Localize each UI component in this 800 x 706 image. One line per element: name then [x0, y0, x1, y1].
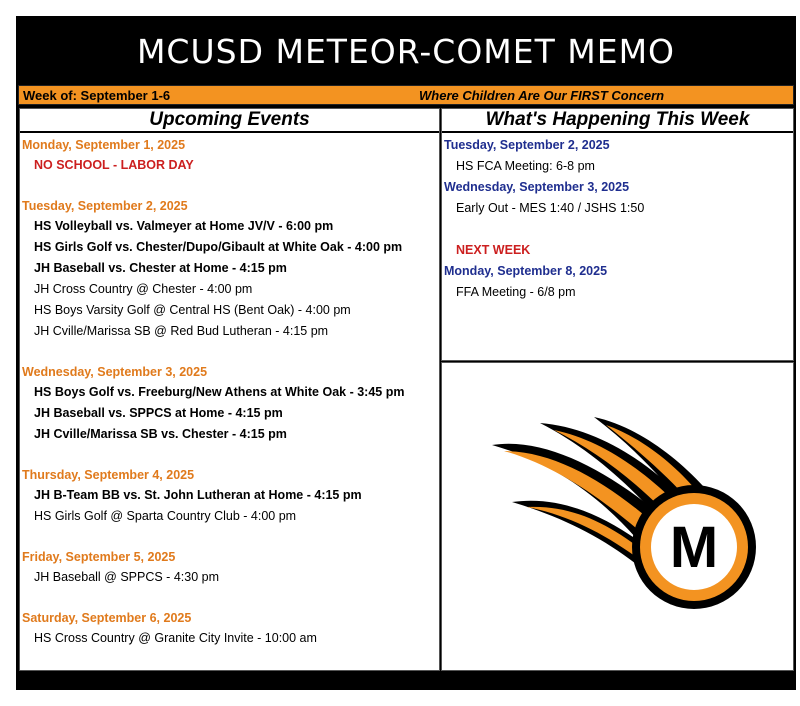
logo-panel	[441, 362, 794, 671]
event-item: HS Boys Golf vs. Freeburg/New Athens at White Oak - 3:45 pm	[34, 385, 405, 399]
upcoming-events-panel	[19, 108, 440, 671]
event-item: HS Boys Varsity Golf @ Central HS (Bent Oak) - 4:00 pm	[34, 303, 351, 317]
day-heading: Wednesday, September 3, 2025	[22, 365, 208, 379]
event-item: JH Baseball @ SPPCS - 4:30 pm	[34, 570, 219, 584]
event-item: JH Baseball vs. Chester at Home - 4:15 pm	[34, 261, 287, 275]
event-item: JH Cross Country @ Chester - 4:00 pm	[34, 282, 253, 296]
day-heading: Tuesday, September 2, 2025	[22, 199, 188, 213]
event-item: NO SCHOOL - LABOR DAY	[34, 158, 194, 172]
week-of: Week of: September 1-6	[23, 88, 171, 103]
week-bar	[18, 85, 794, 105]
logo-letter: M	[669, 515, 719, 580]
event-item: JH Baseball vs. SPPCS at Home - 4:15 pm	[34, 406, 283, 420]
upcoming-events-heading: Upcoming Events	[20, 109, 439, 133]
meteor-logo	[482, 417, 762, 617]
upcoming-events-list	[20, 133, 439, 649]
happening-day-heading: Monday, September 8, 2025	[444, 264, 608, 278]
tagline: Where Children Are Our FIRST Concern	[419, 88, 665, 103]
happening-event: FFA Meeting - 6/8 pm	[456, 285, 576, 299]
bottom-strip	[16, 672, 796, 690]
happening-event: Early Out - MES 1:40 / JSHS 1:50	[456, 201, 645, 215]
happening-event: HS FCA Meeting: 6-8 pm	[456, 159, 595, 173]
event-item: JH Cville/Marissa SB @ Red Bud Lutheran - 4:15 pm	[34, 324, 329, 338]
whats-happening-heading: What's Happening This Week	[442, 109, 793, 133]
event-item: HS Girls Golf vs. Chester/Dupo/Gibault at White Oak - 4:00 pm	[34, 240, 403, 254]
event-item: HS Cross Country @ Granite City Invite - 10:00 am	[34, 631, 317, 645]
day-heading: Saturday, September 6, 2025	[22, 611, 192, 625]
happening-day-heading: Tuesday, September 2, 2025	[444, 138, 610, 152]
event-item: HS Volleyball vs. Valmeyer at Home JV/V - 6:00 pm	[34, 219, 334, 233]
day-heading: Monday, September 1, 2025	[22, 138, 186, 152]
day-heading: Thursday, September 4, 2025	[22, 468, 195, 482]
happening-day-heading: Wednesday, September 3, 2025	[444, 180, 630, 194]
whats-happening-panel	[441, 108, 794, 361]
event-item: HS Girls Golf @ Sparta Country Club - 4:00 pm	[34, 509, 297, 523]
event-item: JH Cville/Marissa SB vs. Chester - 4:15 pm	[34, 427, 287, 441]
event-item: JH B-Team BB vs. St. John Lutheran at Home - 4:15 pm	[34, 488, 362, 502]
memo-title: MCUSD METEOR-COMET MEMO	[136, 32, 676, 71]
day-heading: Friday, September 5, 2025	[22, 550, 176, 564]
next-week-label: NEXT WEEK	[456, 243, 531, 257]
memo-frame	[16, 16, 796, 690]
